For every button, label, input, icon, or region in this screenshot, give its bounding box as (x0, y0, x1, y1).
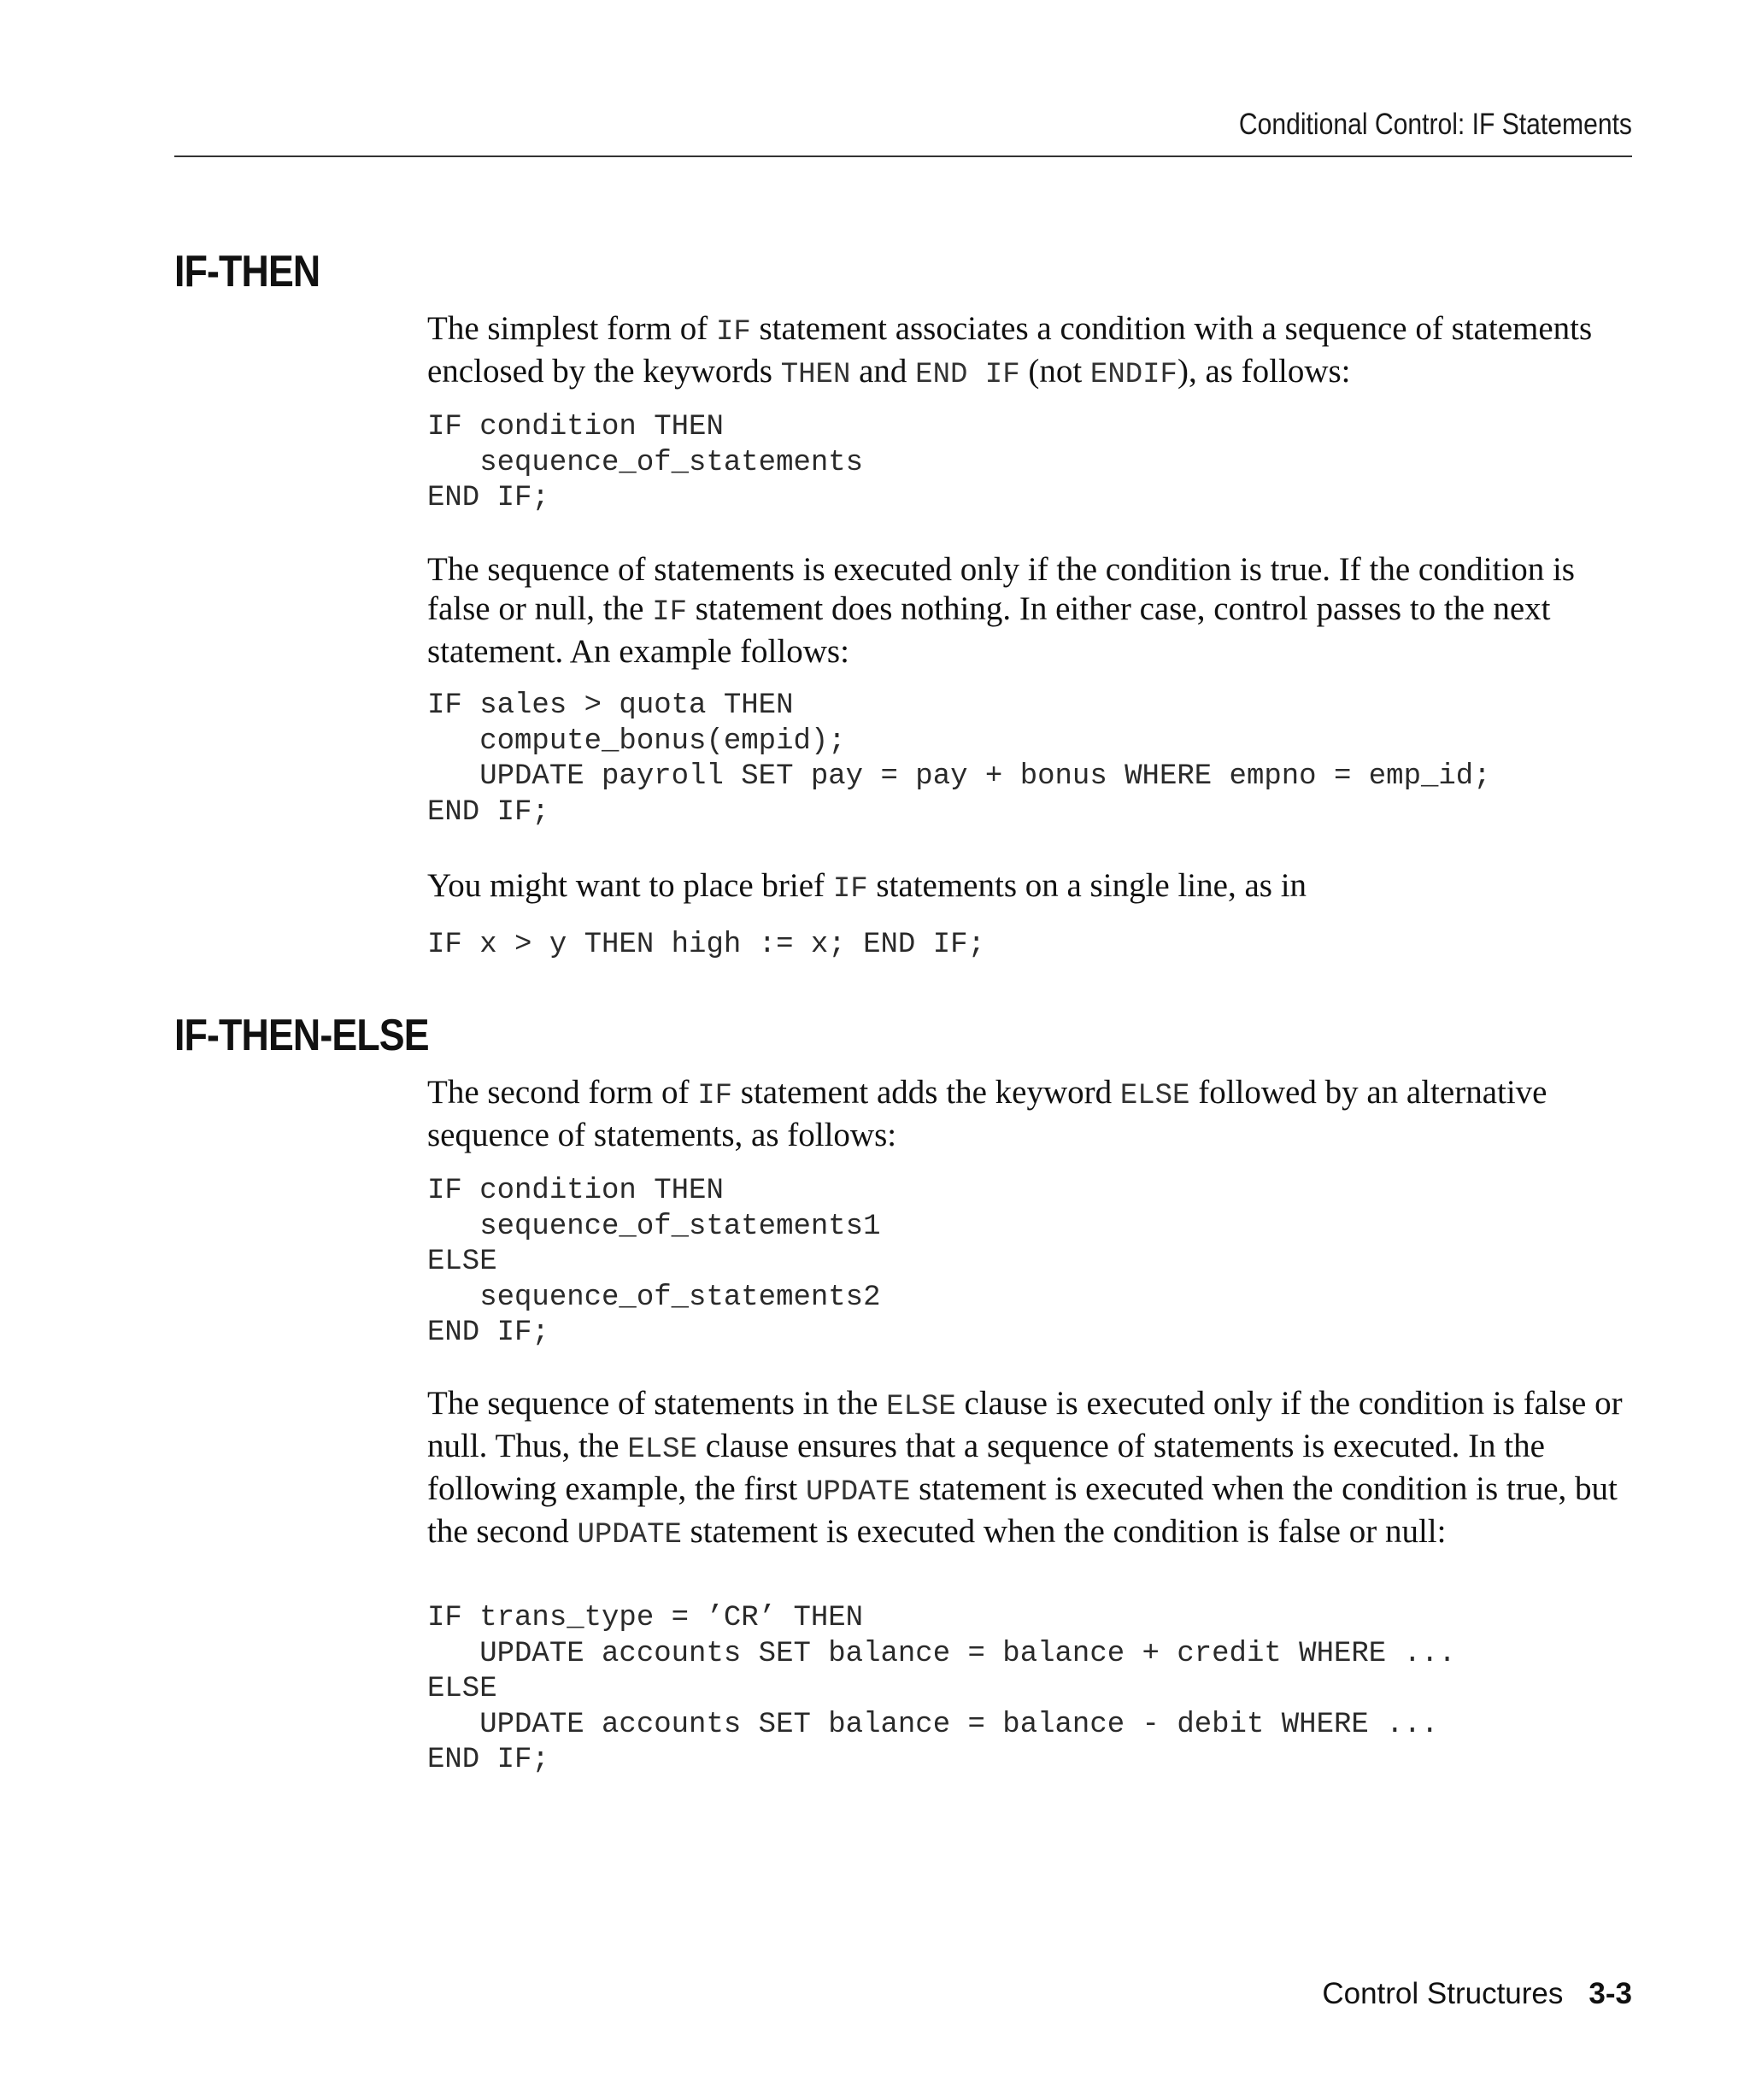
running-head: Conditional Control: IF Statements (1238, 108, 1632, 141)
inline-code: ENDIF (1089, 359, 1177, 391)
footer-chapter-title: Control Structures (1322, 1977, 1564, 2010)
inline-code: IF (652, 596, 687, 629)
inline-code: ELSE (627, 1434, 697, 1466)
code-block-if-then-syntax: IF condition THEN sequence_of_statements END IF; (427, 411, 864, 514)
section-heading-if-then-else: IF-THEN-ELSE (174, 1011, 429, 1060)
inline-code: ELSE (886, 1391, 956, 1423)
page-footer (1322, 1977, 1632, 2011)
section-heading-if-then: IF-THEN (174, 247, 320, 296)
inline-code: UPDATE (805, 1476, 911, 1509)
paragraph-if-then-else-intro: The second form of IF statement adds the keyword ELSE followed by an alternative sequence of statements, as follows: (427, 1074, 1547, 1153)
code-block-if-then-else-syntax: IF condition THEN sequence_of_statements1 ELSE sequence_of_statements2 END IF; (427, 1175, 881, 1349)
code-block-if-then-single-line: IF x > y THEN high := x; END IF; (427, 929, 985, 961)
page-header (174, 103, 1632, 157)
inline-code: END IF (915, 359, 1020, 391)
page-number: 3-3 (1589, 1977, 1632, 2010)
inline-code: IF (715, 316, 751, 349)
paragraph-if-then-intro: The simplest form of IF statement associates a condition with a sequence of statements enclosed by the keywords THEN and END IF (not ENDIF), as follows: (427, 310, 1593, 391)
paragraph-if-then-else-behavior: The sequence of statements in the ELSE clause is executed only if the condition is false or null. Thus, the ELSE clause ensures that a sequence of statements is executed. In the following example, the first UPDATE statement is executed when the condition is true, but the second UPDATE statement is executed when the condition is false or null: (427, 1385, 1623, 1552)
inline-code: ELSE (1119, 1080, 1190, 1112)
paragraph-if-then-behavior: The sequence of statements is executed only if the condition is true. If the condition is false or null, the IF statement does nothing. In either case, control passes to the next statement. An example follows: (427, 551, 1575, 670)
inline-code: IF (697, 1080, 733, 1112)
paragraph-if-then-single-line: You might want to place brief IF statements on a single line, as in (427, 867, 1307, 906)
inline-code: IF (832, 873, 868, 906)
inline-code: UPDATE (577, 1519, 682, 1552)
code-block-if-then-example: IF sales > quota THEN compute_bonus(empid); UPDATE payroll SET pay = pay + bonus WHERE empno = emp_id; END IF; (427, 689, 1491, 829)
inline-code: THEN (780, 359, 851, 391)
code-block-if-then-else-example: IF trans_type = ’CR’ THEN UPDATE accounts SET balance = balance + credit WHERE ... ELSE UPDATE accounts SET balance = balance - debit WHERE ... END IF; (427, 1602, 1456, 1776)
